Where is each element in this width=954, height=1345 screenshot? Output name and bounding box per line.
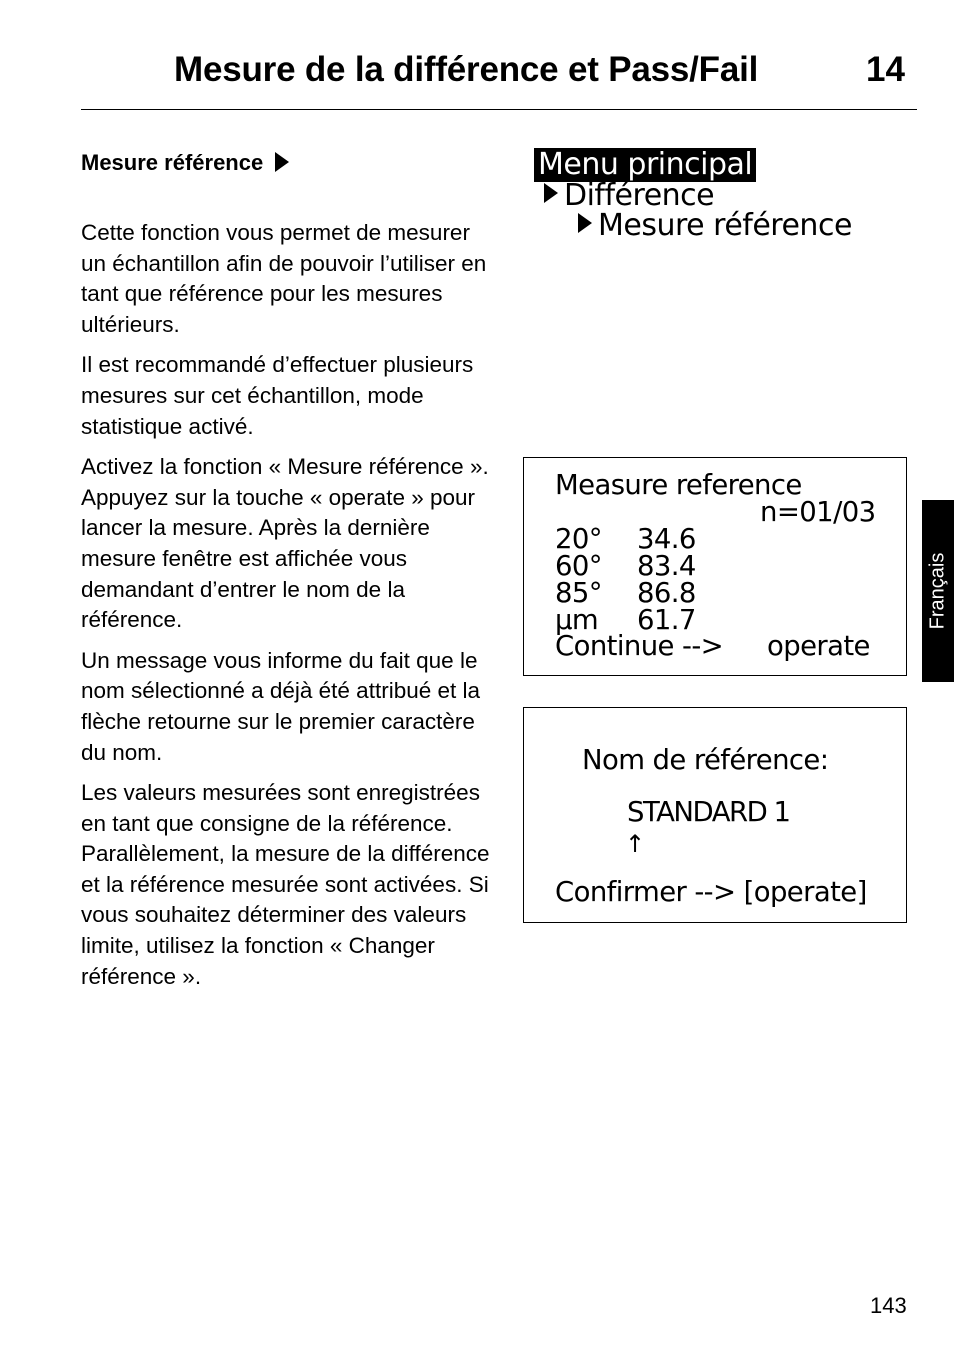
measurement-count: n=01/03	[760, 496, 876, 528]
name-prompt: Nom de référence:	[582, 744, 829, 776]
paragraph: Activez la fonction « Mesure référence ». Appuyez sur la touche « operate » pour lancer la mesure. Après la dernière mesure fenêtre est affichée vous demandant d’entrer le nom de la référence.	[81, 454, 489, 633]
measurement-value: 61.7	[637, 604, 696, 636]
paragraph: Il est recommandé d’effectuer plusieurs mesures sur cet échantillon, mode statistique activé.	[81, 352, 474, 439]
menu-principal-label: Menu principal	[534, 148, 756, 182]
chapter-number: 14	[866, 50, 905, 89]
angle-label: 85°	[555, 577, 602, 609]
paragraph: Un message vous informe du fait que le nom sélectionné a déjà été attribué et la flèche retourne sur le premier caractère du nom.	[81, 647, 481, 765]
unit-label: µm	[555, 604, 599, 636]
measure-reference-display	[523, 457, 907, 676]
triangle-right-icon	[544, 183, 558, 203]
continue-prompt: Continue -->	[555, 630, 724, 662]
display-title: Measure reference	[555, 469, 802, 501]
language-tab	[922, 500, 954, 682]
paragraph: Les valeurs mesurées sont enregistrées en tant que consigne de la référence. Parallèlement, la mesure de la différence et la référence mesurée sont activées. Si vous souhaitez déterminer des valeurs limite, utilisez la fonction « Changer référence ».	[81, 780, 490, 989]
measurement-value: 83.4	[637, 550, 696, 582]
menu-item-mesure-reference	[578, 209, 852, 243]
cursor-arrow-icon: ↑	[625, 830, 645, 858]
operate-key-label: operate	[767, 630, 870, 662]
body-text	[81, 218, 491, 1002]
reference-name-field: STANDARD 1	[627, 796, 790, 828]
section-heading-text: Mesure référence	[81, 150, 264, 175]
angle-label: 20°	[555, 523, 602, 555]
measurement-value: 34.6	[637, 523, 696, 555]
triangle-right-icon	[578, 213, 592, 233]
triangle-right-icon	[275, 152, 289, 172]
paragraph: Cette fonction vous permet de mesurer un échantillon afin de pouvoir l’utiliser en tant que référence pour les mesures ultérieurs.	[81, 220, 487, 337]
confirm-prompt: Confirmer --> [operate]	[555, 876, 867, 908]
measurement-value: 86.8	[637, 577, 696, 609]
language-tab-label: Français	[926, 552, 949, 630]
angle-label: 60°	[555, 550, 602, 582]
menu-item-mesure-reference-label: Mesure référence	[598, 208, 852, 243]
page-number: 143	[870, 1293, 907, 1318]
menu-item-difference-label: Différence	[564, 178, 715, 213]
header-divider	[81, 109, 917, 110]
section-heading	[81, 150, 289, 176]
page-title: Mesure de la différence et Pass/Fail	[174, 50, 759, 89]
reference-name-display	[523, 707, 907, 923]
